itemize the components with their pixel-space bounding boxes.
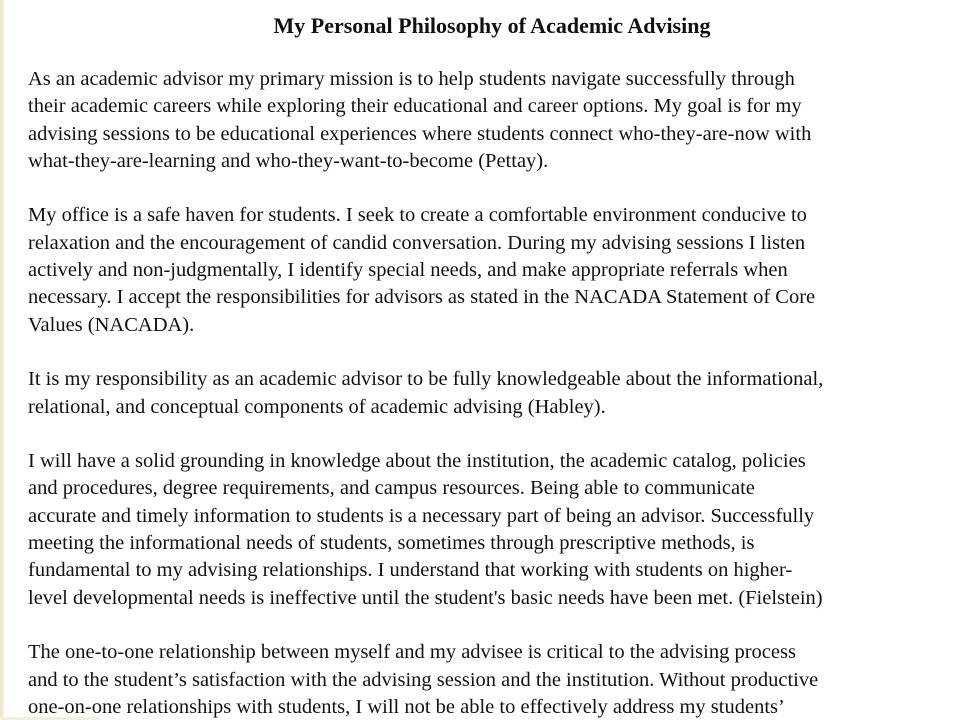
text-line: meeting the informational needs of students, sometimes through prescriptive methods, is [28, 532, 755, 555]
text-line: As an academic advisor my primary mission is to help students navigate successfully through [28, 68, 795, 90]
document-title: My Personal Philosophy of Academic Advising [273, 13, 711, 38]
paragraph-responsibility [28, 366, 952, 421]
text-line: I will have a solid grounding in knowledge about the institution, the academic catalog, policies [28, 450, 806, 473]
text-line: Values (NACADA). [28, 313, 195, 336]
text-line: what-they-are-learning and who-they-want-to-become (Pettay). [28, 149, 549, 172]
text-line: necessary. I accept the responsibilities for advisors as stated in the NACADA Statement of Core [28, 286, 816, 309]
text-line: fundamental to my advising relationships. I understand that working with students on higher- [28, 559, 793, 582]
text-line: relaxation and the encouragement of candid conversation. During my advising sessions I listen [28, 231, 806, 254]
text-line: their academic careers while exploring their educational and career options. My goal is for my [28, 95, 802, 118]
paragraph-knowledge [28, 448, 952, 612]
text-line: accurate and timely information to students is a necessary part of being an advisor. Successfully [28, 504, 815, 527]
text-line: relational, and conceptual components of academic advising (Habley). [28, 395, 606, 418]
paragraph-office [28, 202, 952, 338]
page-left-edge [0, 0, 4, 720]
document-body [28, 66, 952, 720]
text-line: one-on-one relationships with students, I will not be able to effectively address my students’ [28, 695, 785, 718]
text-line: The one-to-one relationship between myself and my advisee is critical to the advising process [28, 641, 796, 664]
text-line: My office is a safe haven for students. I seek to create a comfortable environment conducive to [28, 204, 807, 227]
text-line: level developmental needs is ineffective until the student's basic needs have been met. (Fielstein) [28, 586, 823, 609]
text-line: It is my responsibility as an academic advisor to be fully knowledgeable about the informational, [28, 368, 824, 391]
paragraph-mission [28, 66, 952, 175]
text-line: advising sessions to be educational experiences where students connect who-they-are-now with [28, 122, 812, 145]
text-line: actively and non-judgmentally, I identify special needs, and make appropriate referrals when [28, 259, 788, 282]
text-line: and procedures, degree requirements, and campus resources. Being able to communicate [28, 477, 755, 500]
text-line: and to the student’s satisfaction with the advising session and the institution. Without productive [28, 668, 819, 691]
paragraph-relationship [28, 639, 952, 720]
